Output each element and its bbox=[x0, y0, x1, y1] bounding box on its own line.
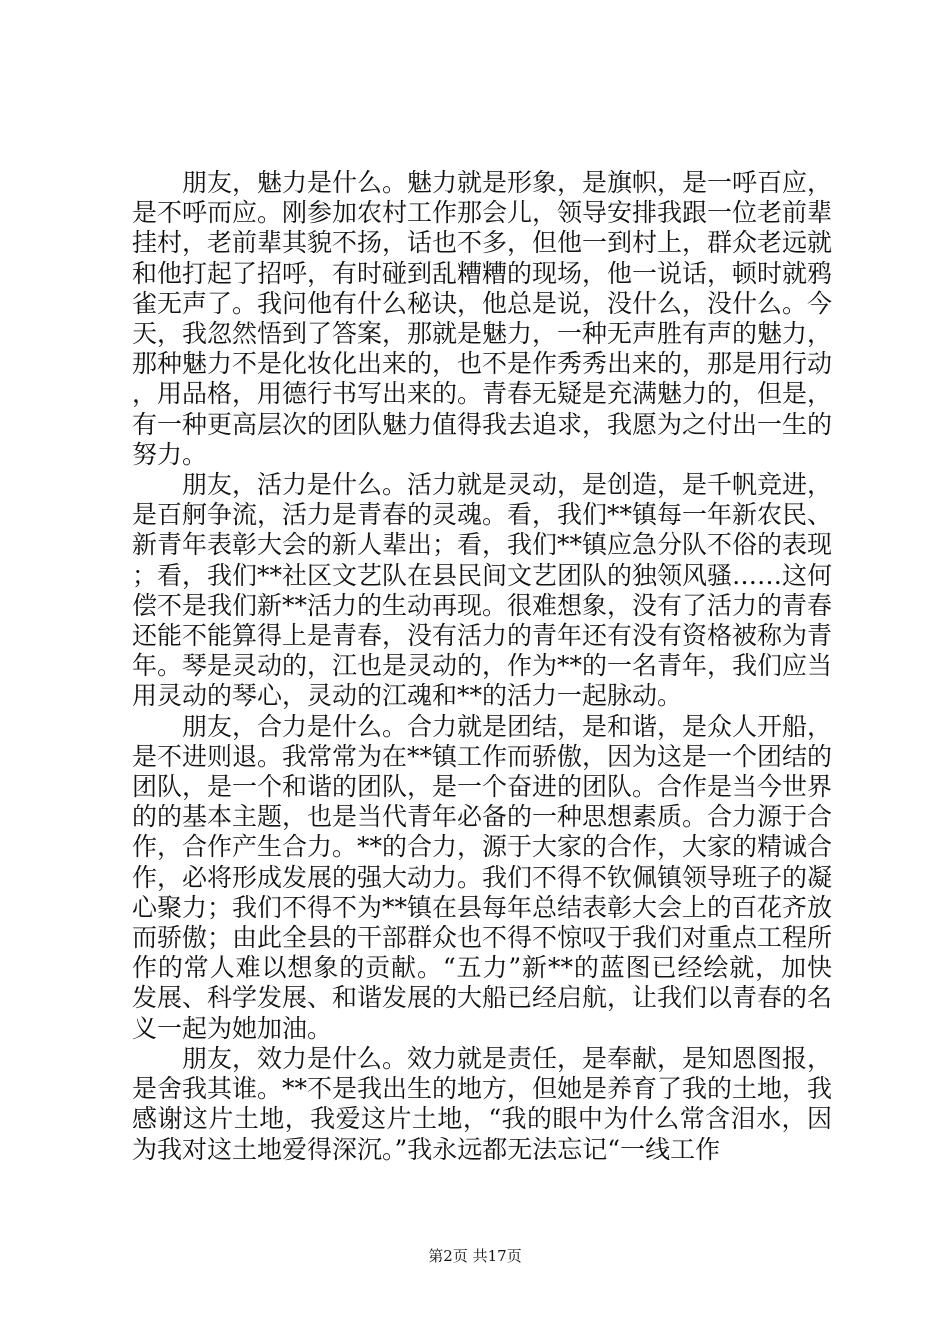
paragraph-unity: 朋友，合力是什么。合力就是团结，是和谐，是众人开船，是不进则退。我常常为在**镇工作而骄傲，因为这是一个团结的团队，是一个和谐的团队，是一个奋进的团队。合作是当今世界的的基本主题，也是当代青年必备的一种思想素质。合力源于合作，合作产生合力。**的合力，源于大家的合作，大家的精诚合作，必将形成发展的强大动力。我们不得不钦佩镇领导班子的凝心聚力；我们不得不为**镇在县每年总结表彰大会上的百花齐放而骄傲；由此全县的干部群众也不得不惊叹于我们对重点工程所作的常人难以想象的贡献。“五力”新**的蓝图已经绘就，加快发展、科学发展、和谐发展的大船已经启航，让我们以青春的名义一起为她加油。 bbox=[132, 711, 833, 1043]
document-body bbox=[132, 168, 832, 1165]
paragraph-dedication: 朋友，效力是什么。效力就是责任，是奉献，是知恩图报，是舍我其谁。**不是我出生的地方，但她是养育了我的土地，我感谢这片土地，我爱这片土地，“我的眼中为什么常含泪水，因为我对这土地爱得深沉。”我永远都无法忘记“一线工作 bbox=[132, 1043, 833, 1164]
page-number-footer: 第2页 共17页 bbox=[428, 1247, 522, 1265]
paragraph-charm: 朋友，魅力是什么。魅力就是形象，是旗帜，是一呼百应，是不呼而应。刚参加农村工作那会儿，领导安排我跟一位老前辈挂村，老前辈其貌不扬，话也不多，但他一到村上，群众老远就和他打起了招呼，有时碰到乱糟糟的现场，他一说话，顿时就鸦雀无声了。我问他有什么秘诀，他总是说，没什么，没什么。今天，我忽然悟到了答案，那就是魅力，一种无声胜有声的魅力，那种魅力不是化妆化出来的，也不是作秀秀出来的，那是用行动，用品格，用德行书写出来的。青春无疑是充满魅力的，但是，有一种更高层次的团队魅力值得我去追求，我愿为之付出一生的努力。 bbox=[132, 168, 833, 469]
paragraph-vitality: 朋友，活力是什么。活力就是灵动，是创造，是千帆竞进，是百舸争流，活力是青春的灵魂。看，我们**镇每一年新农民、新青年表彰大会的新人辈出；看，我们**镇应急分队不俗的表现；看，我们**社区文艺队在县民间文艺团队的独领风骚……这何偿不是我们新**活力的生动再现。很难想象，没有了活力的青春还能不能算得上是青春，没有活力的青年还有没有资格被称为青年。琴是灵动的，江也是灵动的，作为**的一名青年，我们应当用灵动的琴心，灵动的江魂和**的活力一起脉动。 bbox=[132, 470, 833, 711]
